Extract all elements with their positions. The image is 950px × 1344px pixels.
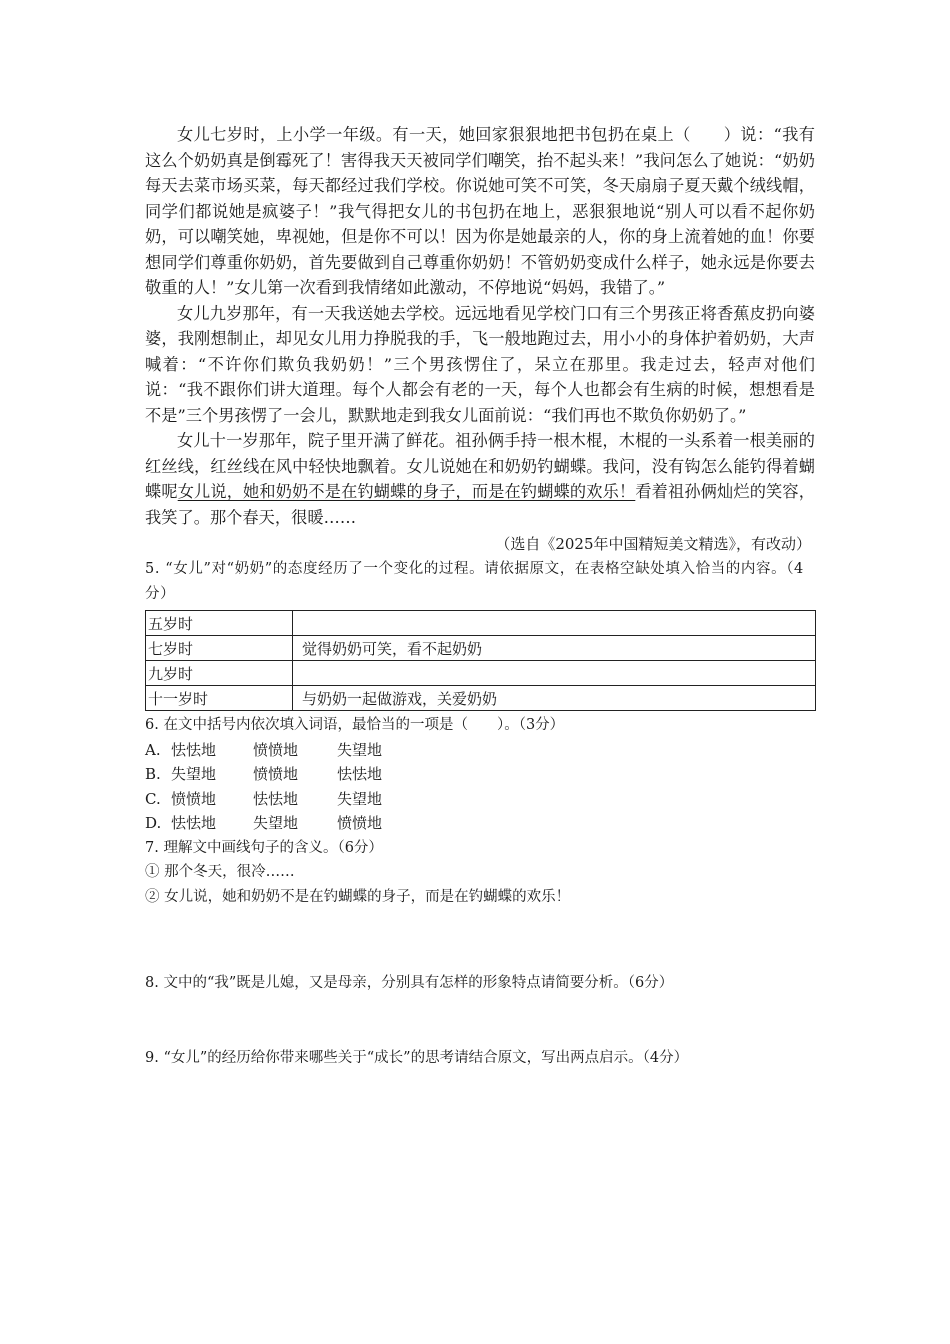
option-word-3: 怯怯地 [337, 765, 383, 783]
option-label: C. [145, 789, 161, 808]
answer-blank-cell[interactable] [293, 611, 816, 636]
option-word-2: 怯怯地 [253, 789, 299, 808]
option-a[interactable] [145, 738, 815, 763]
source-citation: （选自《2025年中国精短美文精选》，有改动） [495, 535, 811, 553]
question-7-item-2: ② 女儿说，她和奶奶不是在钓蝴蝶的身子，而是在钓蝴蝶的欢乐！ [145, 888, 571, 905]
answer-space[interactable] [145, 909, 815, 971]
exam-page [145, 122, 815, 1070]
option-word-1: 愤愤地 [171, 789, 217, 808]
attitude-cell: 觉得奶奶可笑，看不起奶奶 [293, 636, 816, 661]
option-word-1: 怯怯地 [171, 814, 217, 832]
question-7-item-1: ① 那个冬天，很冷…… [145, 864, 295, 880]
age-cell: 五岁时 [146, 611, 293, 636]
option-word-1: 失望地 [171, 765, 217, 783]
option-d[interactable] [145, 811, 815, 836]
table-row [146, 686, 816, 711]
question-9-prompt: 9. “女儿”的经历给你带来哪些关于“成长”的思考请结合原文，写出两点启示。（4分） [145, 1049, 689, 1066]
option-word-3: 失望地 [337, 789, 383, 808]
attitude-table [145, 610, 816, 711]
attitude-cell: 与奶奶一起做游戏，关爱奶奶 [293, 686, 816, 711]
paragraph-text-before: 女儿十一岁那年，院子里开满了鲜花。祖孙俩手持一根木棍，木棍的一头系着一根美丽的红丝线，红丝线在风中轻快地飘着。女儿说她在和奶奶钓蝴蝶。我问，没有钩怎么能钓得着蝴蝶呢 [145, 431, 815, 501]
table-row [146, 661, 816, 686]
option-label: A. [145, 740, 161, 759]
age-cell: 九岁时 [146, 661, 293, 686]
table-row [146, 611, 816, 636]
option-b[interactable] [145, 762, 815, 787]
option-word-2: 愤愤地 [253, 740, 299, 759]
paragraph-text-after: 看着祖孙俩灿烂的笑容，我笑了。那个春天，很暖…… [145, 482, 815, 527]
question-8-prompt: 8. 文中的“我”既是儿媳，又是母亲，分别具有怎样的形象特点请简要分析。（6分） [145, 975, 674, 991]
option-label: D. [145, 814, 162, 832]
option-word-2: 失望地 [253, 814, 299, 832]
option-word-3: 愤愤地 [337, 814, 383, 832]
passage-paragraph-age-seven: 女儿七岁时，上小学一年级。有一天，她回家狠狠地把书包扔在桌上（ ）说：“我有这么个奶奶真是倒霉死了！害得我天天被同学们嘲笑，抬不起头来！”我问怎么了她说：“奶奶每天去菜市场买菜，每天都经过我们学校。你说她可笑不可笑，冬天扇扇子夏天戴个绒线帽，同学们都说她是疯婆子！”我气得把女儿的书包扔在地上，恶狠狠地说“别人可以看不起你奶奶，可以嘲笑她，卑视她，但是你不可以！因为你是她最亲的人，你的身上流着她的血！你要想同学们尊重你奶奶，首先要做到自己尊重你奶奶！不管奶奶变成什么样子，她永远是你要去敬重的人！”女儿第一次看到我情绪如此激动，不停地说“妈妈，我错了。” [145, 125, 815, 297]
age-cell: 十一岁时 [146, 686, 293, 711]
option-word-1: 怯怯地 [171, 740, 217, 759]
option-word-3: 失望地 [337, 740, 383, 759]
question-6-prompt: 6. 在文中括号内依次填入词语，最恰当的一项是（ ）。（3分） [145, 717, 565, 733]
question-5-prompt: 5. “女儿”对“奶奶”的态度经历了一个变化的过程。请依据原文，在表格空缺处填入恰当的内容。（4分） [145, 561, 804, 602]
answer-blank-cell[interactable] [293, 661, 816, 686]
passage-paragraph-age-nine: 女儿九岁那年，有一天我送她去学校。远远地看见学校门口有三个男孩正将香蕉皮扔向婆婆，我刚想制止，却见女儿用力挣脱我的手，飞一般地跑过去，用小小的身体护着奶奶，大声喊着：“不许你们欺负我奶奶！”三个男孩愣住了，呆立在那里。我走过去，轻声对他们说：“我不跟你们讲大道理。每个人都会有老的一天，每个人也都会有生病的时候，想想看是不是”三个男孩愣了一会儿，默默地走到我女儿面前说：“我们再也不欺负你奶奶了。” [145, 303, 815, 425]
passage-paragraph-age-eleven [145, 428, 815, 530]
option-label: B. [145, 765, 161, 783]
question-7-prompt: 7. 理解文中画线句子的含义。（6分） [145, 839, 383, 856]
option-word-2: 愤愤地 [253, 765, 299, 783]
answer-space[interactable] [145, 996, 815, 1046]
age-cell: 七岁时 [146, 636, 293, 661]
option-c[interactable] [145, 787, 815, 812]
table-row [146, 636, 816, 661]
underlined-sentence: 女儿说，她和奶奶不是在钓蝴蝶的身子，而是在钓蝴蝶的欢乐！ [177, 482, 636, 501]
